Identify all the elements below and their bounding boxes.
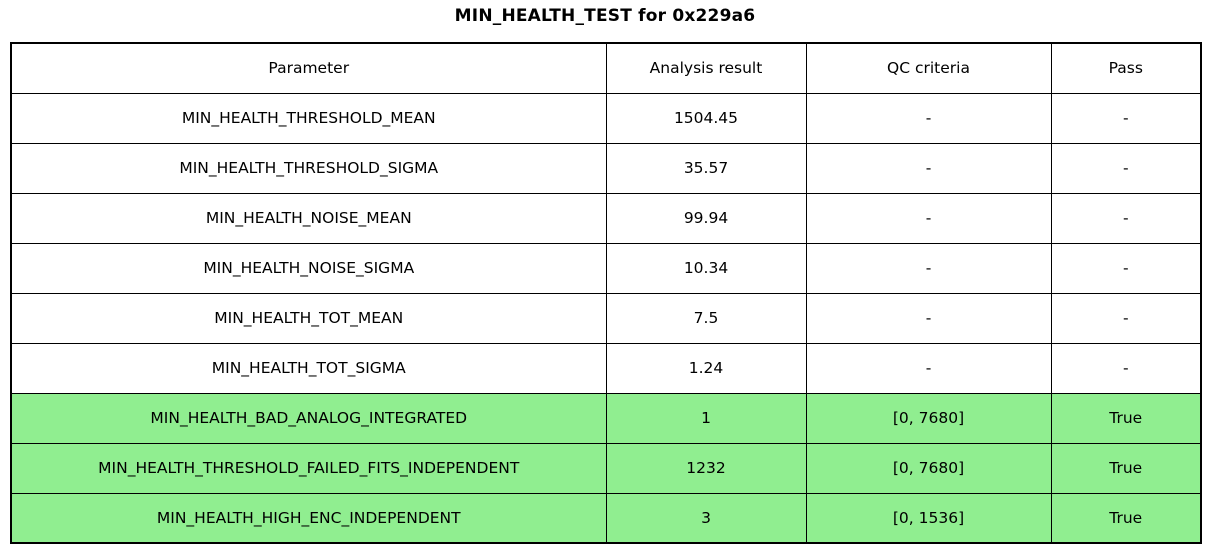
- cell-qc-criteria: -: [806, 243, 1051, 293]
- cell-analysis-result: 1: [606, 393, 806, 443]
- table-body: [11, 93, 1201, 543]
- cell-parameter: MIN_HEALTH_THRESHOLD_FAILED_FITS_INDEPENDENT: [11, 443, 606, 493]
- cell-pass: -: [1051, 343, 1201, 393]
- cell-qc-criteria: [0, 7680]: [806, 443, 1051, 493]
- cell-parameter: MIN_HEALTH_THRESHOLD_MEAN: [11, 93, 606, 143]
- table-row: [11, 93, 1201, 143]
- col-header-parameter: Parameter: [11, 43, 606, 93]
- cell-qc-criteria: -: [806, 193, 1051, 243]
- cell-pass: True: [1051, 393, 1201, 443]
- cell-analysis-result: 35.57: [606, 143, 806, 193]
- table-row: [11, 243, 1201, 293]
- page-title: MIN_HEALTH_TEST for 0x229a6: [454, 6, 756, 26]
- cell-parameter: MIN_HEALTH_NOISE_SIGMA: [11, 243, 606, 293]
- table-row: [11, 343, 1201, 393]
- col-header-analysis-result: Analysis result: [606, 43, 806, 93]
- cell-parameter: MIN_HEALTH_TOT_MEAN: [11, 293, 606, 343]
- col-header-pass: Pass: [1051, 43, 1201, 93]
- table-row: [11, 443, 1201, 493]
- cell-parameter: MIN_HEALTH_TOT_SIGMA: [11, 343, 606, 393]
- cell-analysis-result: 1504.45: [606, 93, 806, 143]
- cell-parameter: MIN_HEALTH_BAD_ANALOG_INTEGRATED: [11, 393, 606, 443]
- cell-qc-criteria: -: [806, 93, 1051, 143]
- cell-analysis-result: 10.34: [606, 243, 806, 293]
- cell-analysis-result: 1.24: [606, 343, 806, 393]
- cell-pass: -: [1051, 193, 1201, 243]
- cell-analysis-result: 3: [606, 493, 806, 543]
- cell-analysis-result: 1232: [606, 443, 806, 493]
- cell-parameter: MIN_HEALTH_HIGH_ENC_INDEPENDENT: [11, 493, 606, 543]
- cell-qc-criteria: -: [806, 143, 1051, 193]
- cell-qc-criteria: [0, 7680]: [806, 393, 1051, 443]
- cell-qc-criteria: -: [806, 293, 1051, 343]
- table-row: [11, 193, 1201, 243]
- col-header-qc-criteria: QC criteria: [806, 43, 1051, 93]
- qc-results-table: [10, 42, 1202, 544]
- cell-qc-criteria: -: [806, 343, 1051, 393]
- cell-analysis-result: 99.94: [606, 193, 806, 243]
- cell-pass: -: [1051, 143, 1201, 193]
- table-row: [11, 293, 1201, 343]
- cell-pass: True: [1051, 493, 1201, 543]
- table-row: [11, 143, 1201, 193]
- cell-pass: -: [1051, 93, 1201, 143]
- cell-pass: True: [1051, 443, 1201, 493]
- cell-parameter: MIN_HEALTH_THRESHOLD_SIGMA: [11, 143, 606, 193]
- cell-pass: -: [1051, 243, 1201, 293]
- cell-analysis-result: 7.5: [606, 293, 806, 343]
- table-row: [11, 393, 1201, 443]
- table-row: [11, 493, 1201, 543]
- cell-pass: -: [1051, 293, 1201, 343]
- header-row: [11, 43, 1201, 93]
- cell-parameter: MIN_HEALTH_NOISE_MEAN: [11, 193, 606, 243]
- cell-qc-criteria: [0, 1536]: [806, 493, 1051, 543]
